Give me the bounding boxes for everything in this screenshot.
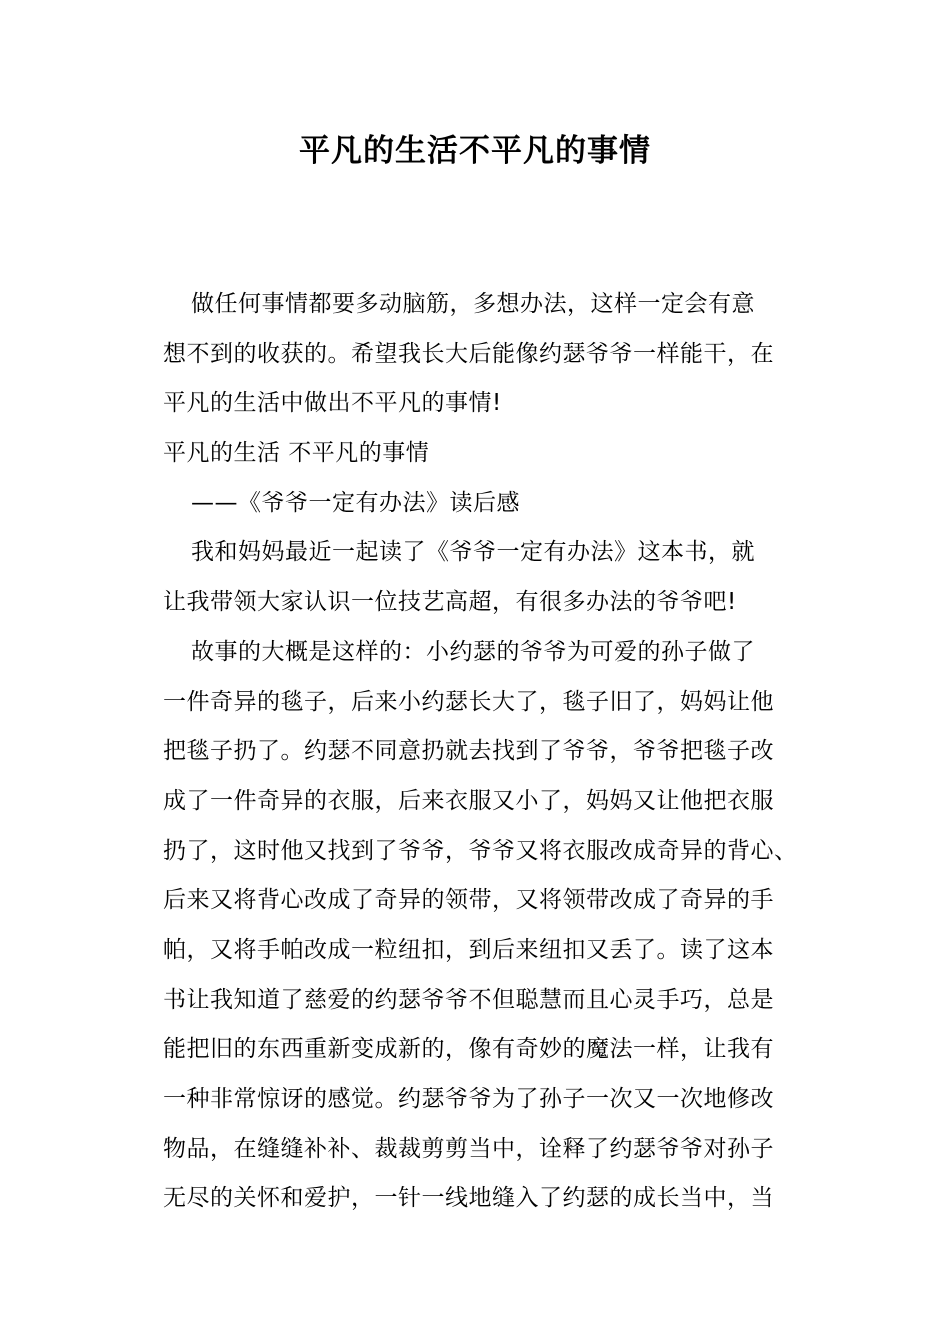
paragraph-line: 物品，在缝缝补补、裁裁剪剪当中，诠释了约瑟爷爷对孙子 bbox=[163, 1135, 774, 1162]
paragraph-line: 一种非常惊讶的感觉。约瑟爷爷为了孙子一次又一次地修改 bbox=[163, 1086, 774, 1112]
section-heading: 平凡的生活 不平凡的事情 bbox=[163, 440, 430, 467]
document-title: 平凡的生活不平凡的事情 bbox=[299, 133, 651, 169]
paragraph-line: 无尽的关怀和爱护，一针一线地缝入了约瑟的成长当中，当 bbox=[163, 1185, 774, 1212]
paragraph-line: 让我带领大家认识一位技艺高超，有很多办法的爷爷吧! bbox=[163, 589, 737, 616]
section-subtitle: ——《爷爷一定有办法》读后感 bbox=[191, 489, 520, 516]
paragraph-line: 平凡的生活中做出不平凡的事情! bbox=[163, 390, 502, 417]
paragraph-line: 做任何事情都要多动脑筋，多想办法，这样一定会有意 bbox=[191, 291, 755, 317]
paragraph-line: 书让我知道了慈爱的约瑟爷爷不但聪慧而且心灵手巧，总是 bbox=[163, 986, 774, 1013]
paragraph-line: 我和妈妈最近一起读了《爷爷一定有办法》这本书，就 bbox=[191, 539, 755, 566]
paragraph-line: 后来又将背心改成了奇异的领带，又将领带改成了奇异的手 bbox=[163, 887, 774, 914]
paragraph-line: 帕，又将手帕改成一粒纽扣，到后来纽扣又丢了。读了这本 bbox=[163, 936, 774, 963]
paragraph-line: 成了一件奇异的衣服，后来衣服又小了，妈妈又让他把衣服 bbox=[163, 787, 774, 814]
paragraph-line: 扔了，这时他又找到了爷爷，爷爷又将衣服改成奇异的背心、 bbox=[163, 837, 798, 864]
document-body bbox=[163, 280, 803, 1224]
paragraph-line: 一件奇异的毯子，后来小约瑟长大了，毯子旧了，妈妈让他 bbox=[163, 688, 774, 715]
paragraph-line: 能把旧的东西重新变成新的，像有奇妙的魔法一样，让我有 bbox=[163, 1036, 774, 1063]
paragraph-line: 故事的大概是这样的：小约瑟的爷爷为可爱的孙子做了 bbox=[191, 638, 755, 665]
paragraph-line: 把毯子扔了。约瑟不同意扔就去找到了爷爷，爷爷把毯子改 bbox=[163, 738, 774, 765]
paragraph-line: 想不到的收获的。希望我长大后能像约瑟爷爷一样能干，在 bbox=[163, 340, 774, 367]
